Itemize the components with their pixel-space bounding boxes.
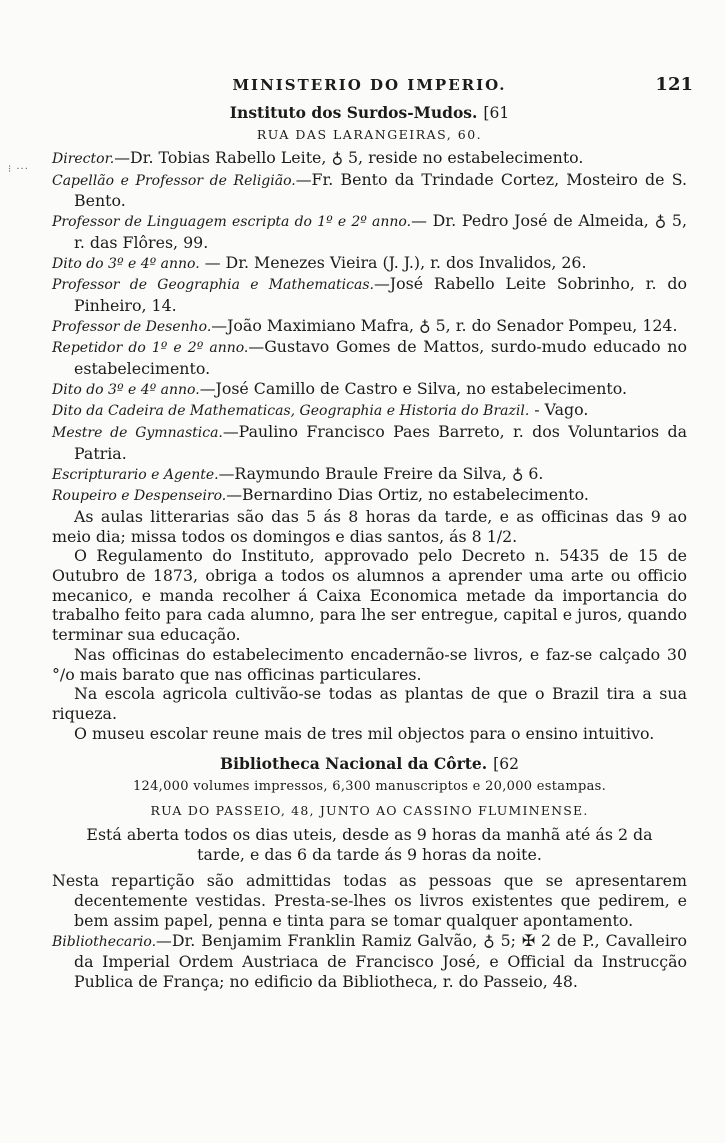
page-content — [52, 72, 693, 992]
staff-entry — [52, 485, 687, 507]
staff-role: Escripturario e Agente. — [52, 466, 219, 483]
staff-text: —José Rabello Leite Sobrinho, r. do Pinheiro, 14. — [74, 274, 687, 315]
library-stats: 124,000 volumes impressos, 6,300 manuscriptos e 20,000 estampas. — [132, 779, 607, 795]
paragraph: O museu escolar reune mais de tres mil objectos para o ensino intuitivo. — [74, 723, 655, 743]
staff-entry — [52, 337, 687, 378]
paragraph: Nas officinas do estabelecimento encadernão-se livros, e faz-se calçado 30 °/o mais barato que nas officinas particulares. — [52, 644, 687, 684]
section-title-institute — [52, 102, 687, 124]
staff-role: Dito do 3º e 4º anno. — [52, 255, 200, 272]
staff-text: —José Camillo de Castro e Silva, no estabelecimento. — [199, 378, 627, 398]
staff-role: Dito do 3º e 4º anno. — [52, 381, 200, 398]
staff-role: Professor de Desenho. — [52, 318, 212, 335]
staff-entry — [52, 316, 687, 338]
running-head-title: MINISTERIO DO IMPERIO. — [232, 76, 507, 94]
section-title-text: Bibliotheca Nacional da Côrte. — [220, 754, 488, 774]
staff-role: Roupeiro e Despenseiro. — [52, 488, 227, 505]
margin-mark: ⁝ ··· — [8, 164, 29, 175]
staff-role: Director. — [52, 151, 115, 167]
staff-role: Bibliothecario. — [52, 933, 157, 950]
paragraph: As aulas litterarias são das 5 ás 8 horas da tarde, e as officinas das 9 ao meio dia; missa todos os domingos e dias santos, ás 8 1/2. — [52, 506, 687, 546]
section-number: [61 — [483, 104, 510, 122]
running-head — [52, 72, 693, 102]
staff-role: Mestre de Gymnastica. — [52, 425, 223, 442]
section-gap — [52, 743, 687, 753]
staff-entry — [52, 148, 687, 170]
staff-entry — [52, 931, 687, 992]
staff-entry — [52, 170, 687, 211]
paragraph: Na escola agricola cultivão-se todas as plantas de que o Brazil tira a sua riqueza. — [52, 684, 687, 723]
staff-entry — [52, 274, 687, 315]
library-hours: Está aberta todos os dias uteis, desde as 9 horas da manhã até ás 2 da tarde, e das 6 da tarde ás 9 horas da noite. — [86, 825, 653, 865]
institute-notes — [52, 507, 687, 743]
section-title-text: Instituto dos Surdos-Mudos. — [229, 103, 478, 122]
staff-role: Professor de Linguagem escripta do 1º e 2º anno. — [52, 214, 412, 231]
paragraph: O Regulamento do Instituto, approvado pelo Decreto n. 5435 de 15 de Outubro de 1873, obriga a todos os alumnos a aprender uma arte ou officio mecanico, e manda recolher á Caixa Economica metade da importancia do trabalho feito para cada alumno, para lhe ser entregue, capital e juros, quando terminar sua educação. — [52, 546, 687, 645]
staff-entry — [52, 422, 687, 463]
staff-text: —Raymundo Braule Freire da Silva, ♁ 6. — [218, 463, 544, 483]
section-number: [62 — [493, 755, 519, 774]
staff-text: —Bernardino Dias Ortiz, no estabelecimento. — [226, 485, 589, 505]
staff-entry — [52, 211, 687, 252]
staff-text: —João Maximiano Mafra, ♁ 5, r. do Senador Pompeu, 124. — [211, 315, 678, 335]
staff-list — [52, 148, 687, 507]
staff-entry — [52, 400, 687, 422]
staff-role: Capellão e Professor de Religião. — [52, 172, 296, 189]
staff-text: — Dr. Pedro José de Almeida, ♁ 5, r. das Flôres, 99. — [74, 211, 687, 252]
staff-text: —Paulino Francisco Paes Barreto, r. dos Voluntarios da Patria. — [74, 422, 687, 463]
staff-role: Professor de Geographia e Mathematicas. — [52, 277, 374, 294]
staff-text: —Dr. Tobias Rabello Leite, ♁ 5, reside no estabelecimento. — [114, 148, 584, 167]
staff-entry — [52, 464, 687, 486]
institute-address: RUA DAS LARANGEIRAS, 60. — [256, 127, 483, 142]
staff-text: —Dr. Benjamim Franklin Ramiz Galvão, ♁ 5; ✠ 2 de P., Cavalleiro da Imperial Ordem Austriaca de Francisco José, e Official da Instrucção Publica de França; no edificio da Bibliotheca, r. do Passeio, 48. — [74, 930, 687, 991]
library-access: Nesta repartição são admittidas todas as pessoas que se apresentarem decentemente vestidas. Presta-se-lhes os livros existentes que pedirem, e bem assim papel, penna e tinta para se tomar qualquer apontamento. — [52, 871, 687, 930]
staff-text: - Vago. — [529, 400, 589, 420]
page-number: 121 — [655, 74, 693, 95]
library-address: RUA DO PASSEIO, 48, JUNTO AO CASSINO FLUMINENSE. — [150, 803, 589, 819]
staff-role: Dito da Cadeira de Mathematicas, Geographia e Historia do Brazil. — [52, 403, 530, 420]
staff-entry — [52, 379, 687, 401]
staff-text: — Dr. Menezes Vieira (J. J.), r. dos Invalidos, 26. — [199, 252, 587, 272]
section-title-library — [52, 753, 687, 775]
staff-text: —Gustavo Gomes de Mattos, surdo-mudo educado no estabelecimento. — [74, 337, 687, 379]
staff-role: Repetidor do 1º e 2º anno. — [52, 340, 249, 357]
staff-entry — [52, 253, 687, 275]
staff-text: —Fr. Bento da Trindade Cortez, Mosteiro de S. Bento. — [74, 169, 687, 211]
